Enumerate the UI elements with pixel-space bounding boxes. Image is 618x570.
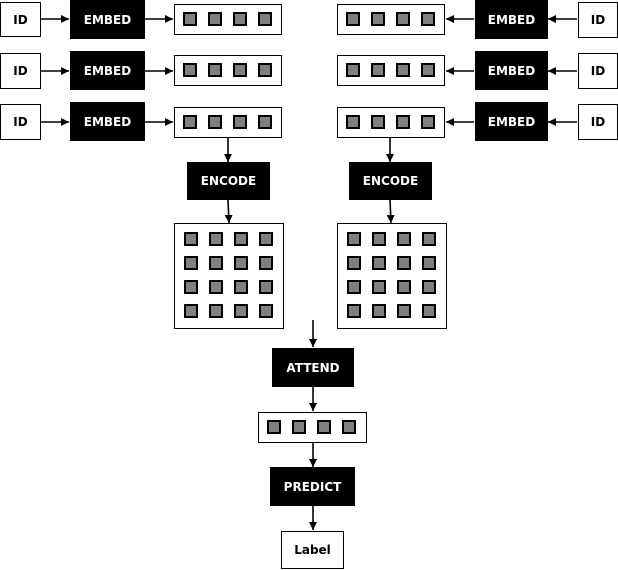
matrix-cell	[234, 280, 248, 294]
embed-node-left-3: EMBED	[70, 102, 145, 141]
vector-cell	[346, 115, 360, 129]
matrix-cell	[397, 304, 411, 318]
id-node-left-1: ID	[0, 2, 41, 37]
matrix-cell	[234, 232, 248, 246]
id-node-right-1: ID	[578, 2, 618, 38]
embedding-vector-left-1	[174, 4, 282, 35]
encoded-matrix-right	[337, 223, 447, 329]
matrix-cell	[209, 256, 223, 270]
matrix-cell	[184, 232, 198, 246]
vector-cell	[396, 115, 410, 129]
embed-node-left-1: EMBED	[70, 0, 145, 39]
matrix-cell	[259, 256, 273, 270]
matrix-cell	[422, 280, 436, 294]
vector-cell	[396, 63, 410, 77]
vector-cell	[342, 420, 356, 434]
matrix-cell	[234, 304, 248, 318]
vector-cell	[371, 115, 385, 129]
matrix-cell	[184, 304, 198, 318]
vector-cell	[233, 12, 247, 26]
arrow-right-encode-matrix	[390, 200, 391, 223]
matrix-cell	[372, 304, 386, 318]
matrix-cell	[347, 256, 361, 270]
id-node-left-3: ID	[0, 104, 41, 140]
matrix-cell	[209, 304, 223, 318]
matrix-cell	[184, 280, 198, 294]
encoded-matrix-left	[174, 223, 284, 329]
matrix-cell	[259, 232, 273, 246]
vector-cell	[421, 115, 435, 129]
output-label-node: Label	[281, 531, 344, 569]
matrix-cell	[422, 304, 436, 318]
vector-cell	[183, 115, 197, 129]
vector-cell	[396, 12, 410, 26]
matrix-cell	[422, 256, 436, 270]
embed-node-left-2: EMBED	[70, 51, 145, 90]
vector-cell	[183, 12, 197, 26]
vector-cell	[371, 12, 385, 26]
vector-cell	[208, 115, 222, 129]
embedding-vector-right-3	[337, 107, 445, 138]
attend-node: ATTEND	[272, 348, 354, 387]
id-node-right-2: ID	[578, 53, 618, 89]
vector-cell	[421, 63, 435, 77]
matrix-cell	[209, 280, 223, 294]
vector-cell	[292, 420, 306, 434]
embedding-vector-left-2	[174, 55, 282, 86]
vector-cell	[267, 420, 281, 434]
vector-cell	[371, 63, 385, 77]
id-node-left-2: ID	[0, 53, 41, 89]
matrix-cell	[259, 304, 273, 318]
vector-cell	[208, 12, 222, 26]
vector-cell	[233, 115, 247, 129]
vector-cell	[233, 63, 247, 77]
vector-cell	[317, 420, 331, 434]
encode-node-right: ENCODE	[349, 162, 432, 200]
embedding-vector-left-3	[174, 107, 282, 138]
matrix-cell	[234, 256, 248, 270]
matrix-cell	[347, 304, 361, 318]
matrix-cell	[347, 280, 361, 294]
encode-node-left: ENCODE	[187, 162, 270, 200]
matrix-cell	[259, 280, 273, 294]
vector-cell	[346, 63, 360, 77]
matrix-cell	[397, 256, 411, 270]
matrix-cell	[397, 232, 411, 246]
vector-cell	[346, 12, 360, 26]
vector-cell	[258, 63, 272, 77]
embed-node-right-2: EMBED	[475, 51, 548, 90]
embed-node-right-1: EMBED	[475, 0, 548, 39]
matrix-cell	[372, 256, 386, 270]
vector-cell	[421, 12, 435, 26]
matrix-cell	[372, 280, 386, 294]
vector-cell	[208, 63, 222, 77]
embed-node-right-3: EMBED	[475, 102, 548, 141]
matrix-cell	[422, 232, 436, 246]
matrix-cell	[209, 232, 223, 246]
matrix-cell	[347, 232, 361, 246]
id-node-right-3: ID	[578, 104, 618, 140]
vector-cell	[258, 12, 272, 26]
vector-cell	[258, 115, 272, 129]
vector-cell	[183, 63, 197, 77]
embedding-vector-right-2	[337, 55, 445, 86]
arrow-left-encode-matrix	[228, 200, 229, 223]
attended-vector	[258, 412, 367, 443]
matrix-cell	[372, 232, 386, 246]
embedding-vector-right-1	[337, 4, 445, 35]
predict-node: PREDICT	[270, 467, 355, 506]
matrix-cell	[184, 256, 198, 270]
matrix-cell	[397, 280, 411, 294]
